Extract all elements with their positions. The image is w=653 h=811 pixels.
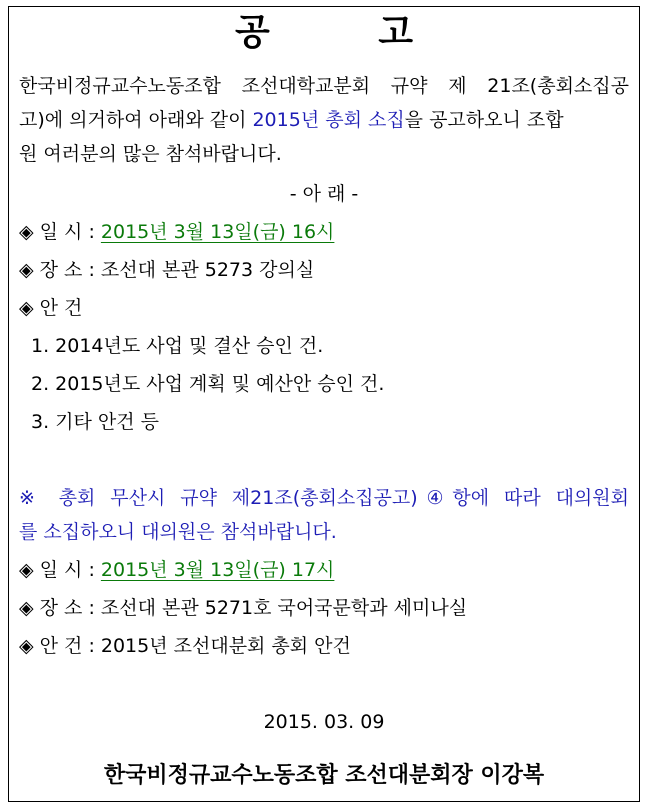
agenda-item: 1. 2014년도 사업 및 결산 승인 건. — [31, 335, 324, 357]
intro-line-2-start: 고)에 의거하여 아래와 같이 — [19, 109, 253, 131]
notice-date: 2015. 03. 09 — [263, 711, 385, 733]
meeting2-time-label: ◈ 일 시 : — [19, 559, 101, 581]
agenda-item: 2. 2015년도 사업 계획 및 예산안 승인 건. — [31, 373, 385, 395]
intro-line-2-end: 을 공고하오니 조합 — [404, 109, 564, 131]
below-heading: - 아 래 - — [289, 183, 359, 205]
meeting1-time-label: ◈ 일 시 : — [19, 221, 101, 243]
meeting1-time — [19, 215, 629, 249]
notice-document — [8, 6, 640, 802]
meeting2-place: ◈ 장 소 : 조선대 본관 5271호 국어국문학과 세미나실 — [19, 597, 468, 619]
intro-highlight: 2015년 총회 소집 — [252, 109, 405, 131]
notice-line-1: ※ 총회 무산시 규약 제21조(총회소집공고)④항에 따라 대의원회 — [19, 487, 629, 509]
agenda-item: 3. 기타 안건 등 — [31, 411, 160, 433]
meeting2-time — [19, 553, 629, 587]
meeting2-time-value: 2015년 3월 13일(금) 17시 — [100, 559, 335, 581]
signature: 한국비정규교수노동조합 조선대분회장 이강복 — [103, 763, 545, 788]
meeting1-place: ◈ 장 소 : 조선대 본관 5273 강의실 — [19, 259, 315, 281]
intro-line-1: 한국비정규교수노동조합 조선대학교분회 규약 제 21조(총회소집공 — [19, 75, 629, 97]
meeting1-agenda-label: ◈ 안 건 — [19, 297, 83, 319]
meeting1-time-value: 2015년 3월 13일(금) 16시 — [100, 221, 335, 243]
intro-line-3: 원 여러분의 많은 참석바랍니다. — [19, 143, 282, 165]
notice-line-2: 를 소집하오니 대의원은 참석바랍니다. — [19, 521, 337, 543]
meeting2-agenda: ◈ 안 건 : 2015년 조선대분회 총회 안건 — [19, 635, 351, 657]
intro-line-2 — [19, 103, 629, 137]
page-title: 공 고 — [234, 12, 462, 53]
